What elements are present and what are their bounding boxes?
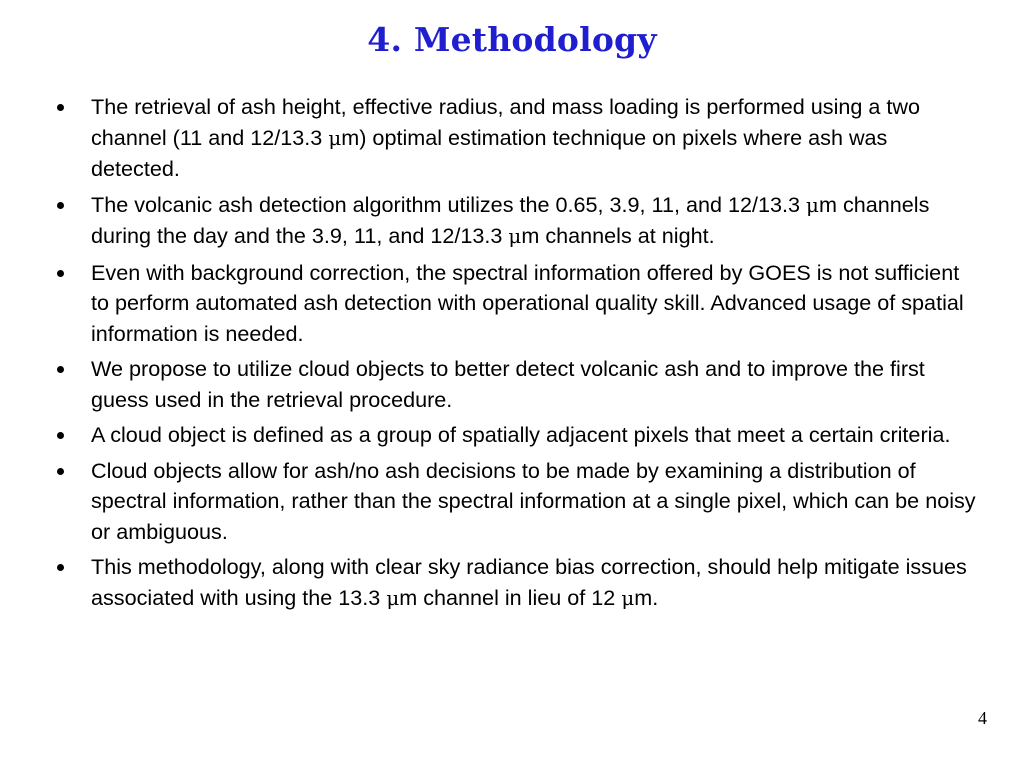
bullet-dot-icon [57, 270, 64, 277]
bullet-text-segment: Even with background correction, the spectral information offered by GOES is not sufficient to perform automated ash detection with operational quality skill. Advanced usage of spatial information is needed. [91, 259, 964, 346]
bullet-item [52, 420, 982, 451]
bullet-text-segment: m channels during the day and the 3.9, 11, and 12/13.3 [91, 191, 930, 248]
bullet-text-segment: m) optimal estimation technique on pixels where ash was detected. [91, 124, 888, 181]
bullet-dot-icon [57, 366, 64, 373]
bullet-item [52, 552, 982, 614]
bullet-text-segment: We propose to utilize cloud objects to better detect volcanic ash and to improve the first guess used in the retrieval procedure. [91, 356, 925, 412]
bullet-list [52, 92, 982, 619]
micro-symbol: μ [386, 586, 400, 610]
bullet-text-segment: m channel in lieu of 12 [399, 584, 622, 610]
bullet-item [52, 354, 982, 415]
bullet-dot-icon [57, 564, 64, 571]
bullet-dot-icon [57, 468, 64, 475]
bullet-text-segment: The retrieval of ash height, effective radius, and mass loading is performed using a two channel (11 and 12/13.3 [91, 94, 921, 150]
bullet-text-segment: m. [634, 584, 659, 610]
bullet-text-segment: m channels at night. [521, 223, 715, 248]
page-number: 4 [978, 708, 987, 728]
bullet-dot-icon [57, 104, 64, 111]
micro-symbol: μ [508, 225, 522, 248]
bullet-text-segment: A cloud object is defined as a group of spatially adjacent pixels that meet a certain criteria. [91, 422, 951, 447]
bullet-text-segment: The volcanic ash detection algorithm utilizes the 0.65, 3.9, 11, and 12/13.3 [91, 191, 807, 217]
bullet-text-segment: Cloud objects allow for ash/no ash decisions to be made by examining a distribution of spectral information, rather than the spectral information at a single pixel, which can be noisy or ambiguous. [91, 457, 976, 544]
micro-symbol: μ [328, 126, 342, 150]
micro-symbol: μ [621, 586, 635, 610]
bullet-dot-icon [57, 202, 64, 209]
micro-symbol: μ [806, 193, 819, 217]
bullet-item [52, 258, 982, 350]
bullet-item [52, 92, 982, 185]
slide-title: 4. Methodology [367, 20, 657, 59]
bullet-item [52, 190, 982, 253]
bullet-dot-icon [57, 432, 64, 439]
bullet-item [52, 456, 982, 548]
bullet-text-segment: This methodology, along with clear sky radiance bias correction, should help mitigate issues associated with using the 13.3 [91, 554, 967, 610]
